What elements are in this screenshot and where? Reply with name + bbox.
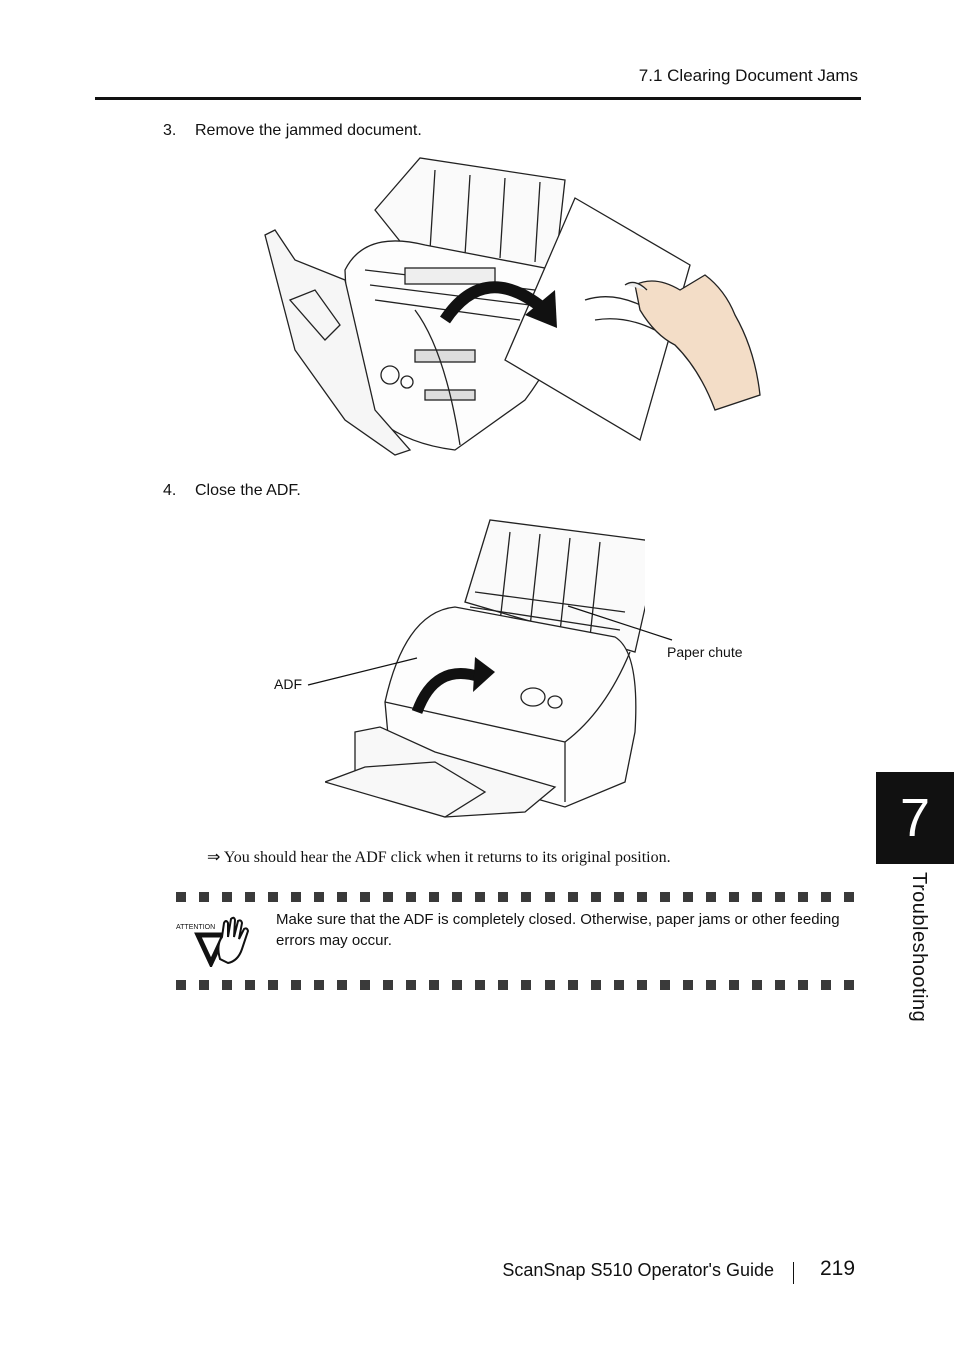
chapter-tab: 7: [876, 772, 954, 864]
result-text: ⇒ You should hear the ADF click when it returns to its original position.: [207, 849, 671, 866]
attention-icon: [176, 915, 258, 967]
step-4: [163, 482, 301, 500]
attention-text: Make sure that the ADF is completely closed. Otherwise, paper jams or other feeding errors may occur.: [276, 911, 840, 949]
chapter-title: Troubleshooting: [908, 872, 930, 1023]
label-paper-chute: Paper chute: [667, 644, 743, 660]
header-rule: [95, 97, 861, 100]
label-adf: ADF: [274, 676, 302, 692]
figure-remove-jammed-document: [255, 150, 775, 460]
footer-separator: [793, 1262, 794, 1284]
step-3: [163, 122, 422, 140]
header-title: 7.1 Clearing Document Jams: [638, 66, 858, 85]
attention-bottom-border: [176, 980, 854, 990]
step-number: 4.: [163, 482, 177, 499]
attention-icon-label: ATTENTION: [176, 924, 216, 931]
page-number: 219: [820, 1257, 856, 1280]
step-number: 3.: [163, 122, 177, 139]
footer-guide-title: ScanSnap S510 Operator's Guide: [502, 1260, 774, 1280]
step-text: Remove the jammed document.: [195, 122, 422, 139]
chapter-title-vertical: [896, 872, 936, 1042]
step-text: Close the ADF.: [195, 482, 301, 499]
label-leader-lines: [300, 600, 680, 700]
attention-top-border: [176, 892, 854, 902]
